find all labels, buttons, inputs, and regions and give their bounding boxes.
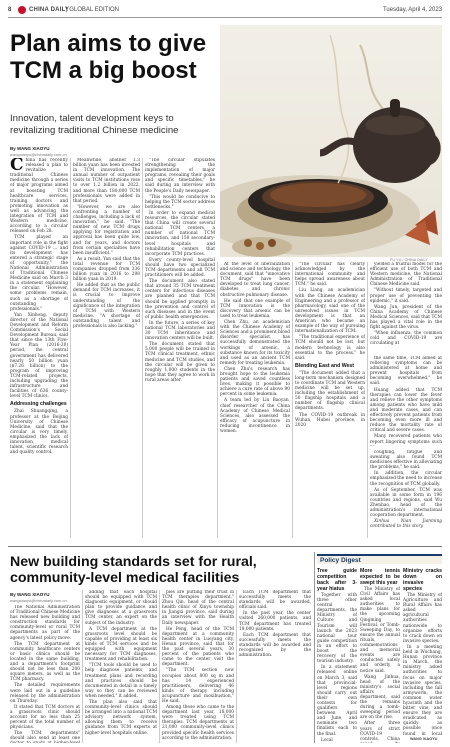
paragraph: Wang Jun, president of the China Academy of Chinese Medical Sciences, said that TCM has played a vital role in the fight against the virus. <box>370 304 442 331</box>
paragraph: TCM played an important role in the fight against COVID-19 ... and its development has entered a strategic stage of opportunity," the National Administration of Traditional Chinese Medicine said on March 3 in a statement explaining the circular. "However, some problems remain, such as a shortage of outstanding professionals." <box>10 235 68 312</box>
paragraph: yielded a fruitful model for the efficient use of both TCM and Western medicine, the National Administration of Traditional Chinese Medicine said. <box>370 262 442 288</box>
main-byline-email: wangxiaoyu@chinadaily.com.cn <box>10 152 67 157</box>
policy-item-2 <box>360 568 400 743</box>
second-byline-email: wangxiaoyu@chinadaily.com.cn <box>10 598 67 603</box>
paragraph: Local <box>321 737 333 743</box>
paragraph: "TCM tools should be used to help diagnose patients, and treatment plans and recording and practices should be documented in detail in a timely way so they can be reviewed when needed," it added. <box>85 663 157 699</box>
second-byline: By WANG XIAOYU <box>10 592 50 597</box>
paragraph: It stated that TCM doctors at a grassroots clinic should account for no less than 25 percent of the total number of physicians. <box>10 704 80 731</box>
story1-column-5 <box>295 262 365 538</box>
paragraph: In the future, a series of key national TCM laboratories and 30 TCM inheritance and innovation centers will be built. <box>145 320 215 342</box>
paragraph: Meanwhile, another 1.3 billion yuan has been invested in TCM innovation. The annual number of outpatient visits to TCM institutions rose to over 1.2 billion in 2022, and more than 180,000 TCM professionals were added in that period. <box>73 158 140 204</box>
paragraph: Each TCM department that successfully meets the standards will be awarded, officials said. <box>239 590 311 611</box>
page-number: 8 <box>8 7 12 13</box>
issue-date: Tuesday, April 4, 2023 <box>382 7 442 13</box>
paragraph: In the past year, the center visited 260,000 patients, and TCM department has treated 18,000 patients. <box>239 611 311 632</box>
column-divider <box>367 262 368 538</box>
paragraph: "The circular has clearly acknowledged by the international community and helps spread awareness about TCM," he said. <box>295 262 365 288</box>
paragraph: "This would be conducive to helping the TCM sector address bottlenecks." <box>145 194 215 210</box>
paragraph: The COVID-19 outbreak in Wuhan, Hubei province, in 2020 <box>295 412 365 428</box>
column-divider <box>159 590 160 743</box>
paragraph: In a statement released online on March 3, said that provincial-level regions should carry out their own contests for qualifiers between April and June, and nominate two finalists each to the final. <box>317 665 357 737</box>
paragraph: Chen Zhu, an academician with the Chinese Academy of Sciences and a prominent blood disorder specialist, has successfully demonstrated the workings of arsenic, a substance known for its toxicity and used as an ancient TCM remedy for treating leukemia. <box>220 320 290 366</box>
paragraph: After three years of strict COVID-19 controls, China <box>360 721 400 742</box>
contributor-note: Xinhua Nian Jianming contributed to this story. <box>370 519 442 530</box>
tcm-photo <box>220 25 442 257</box>
paragraph: He Peng, head of the TCM department at a community health center in Luoyang city, Henan province, said that for the past several years, 30 percent of the patients who came to the center visit the department. <box>162 626 234 668</box>
story1-column-8 <box>370 450 442 538</box>
paragraph: A team led by Liu Baoyan, chief researcher of the China Academy of Chinese Medical Sciences, also assessed the efficacy of acupuncture in reducing incontinence in women. <box>220 398 290 434</box>
policy-item-3 <box>403 568 442 735</box>
subhead-addressing-challenges: Addressing challenges <box>10 401 67 408</box>
paragraph: The plan also said that community-level clinics should be arranged into a national TCM advisory network system, allowing them to receive guidance from TCM experts at higher-level hospitals online. <box>85 699 157 736</box>
paragraph: Zhai Shuangqing, a professor at the Beijing University of Chinese Medicine, said that the circular is very timely, emphasized the lack of innovation, medical talent, scientific research and quality control. <box>10 409 68 456</box>
paragraph: Yan Xinhong, deputy director of the National Development and Reform Commission's Social Development Bureau, said that since the 13th Five-Year Plan (2016-20) period, the central government has delivered nearly 50 billion yuan ($7.26 billion) to the program of improving TCM-related projects, including upgrading the infrastructure and facilities of 636 county-level TCM clinics. <box>10 312 68 400</box>
paragraph: He said that one example of TCM innovation is the discovery that arsenic can be used to treat leukemia. <box>220 298 290 319</box>
section-rule <box>8 546 442 547</box>
paragraph: At the level of liberalization and science and technology, the document, said that "innovative TCM drugs" have been developed to treat lung cancer, diabetes and chronic obstructive pulmonary disease. <box>220 262 290 298</box>
paragraph: The document stated that 5,000 people will be trained in TCM clinical treatment, ethnic medicine and TCM studies, and the circular will be given to roughly 1,000 students in the hope that they agree to work in rural areas after. <box>145 342 215 383</box>
policy-item-1 <box>317 568 357 743</box>
paragraph: The Ministry of Civil Affairs has asked local authorities to make plans for the upcoming Qingming Festival, or Tomb-Sweeping Day, to ensure the annual rituals, commemorations and memorial events are conducted safely and orderly, a notice said. <box>360 587 400 674</box>
policy-item-headline: Tree guide competition back after 3-year hiatus <box>317 568 357 592</box>
paragraph: Chen Zhu's research has brought hope to the leukemia patients and saved countless lives, making it possible to achieve a cure rate of above 90 percent in some leukemia. <box>220 366 290 398</box>
paragraph: Liu Liang, an academician with the Chinese Academy of Engineering and a professor of pharmacology, said one of the unresolved issues in TCM development is that an American who became an example of the way of pursuing internationalization of TCM. <box>295 288 365 335</box>
paragraph: "The TCM section now occupies about 800 sq m and has 14 experienced practitioners, delivering 46 kinds of therapy including acupuncture and moxibustion," He said. <box>162 668 234 704</box>
column-divider <box>82 590 83 743</box>
column-divider <box>236 590 237 743</box>
photo-credit: FU YU / CHINA DAILY <box>390 258 428 262</box>
story2-column-4 <box>239 590 311 743</box>
column-divider <box>142 158 143 538</box>
column-divider <box>70 158 71 538</box>
paragraph: Each TCM department that successfully meets the standards will be awarded and recognized by the administration. <box>239 632 311 659</box>
policy-divider <box>314 552 315 743</box>
second-headline: New building standards set for rural, community-level medical facilities <box>10 554 257 587</box>
paragraph: The Ministry of Agriculture and Rural Affairs has asked agricultural authorities nationwide to organize efforts to crack down on invasive species. <box>403 593 442 644</box>
paragraph: The TCM departments" should also send at least one <box>10 731 80 742</box>
story1-column-4 <box>220 262 290 538</box>
paragraph: Many recovered patients who report lingering symptoms such <box>370 434 442 445</box>
story1-column-3 <box>145 158 215 538</box>
tcm-photo-illustration <box>220 25 442 257</box>
paragraph: The National Administration of Traditional Chinese Medicine has released new building and construction standards for community-level or rural TCM departments as part of the agency's latest policy move. <box>10 605 80 641</box>
paragraph: The TCM department at community healthcare centers or basic clinics should be located in the same building, and a department's footprint should not be less than 200 square meters, as well as the TCM pharmacy. <box>10 641 80 683</box>
china-daily-logo-icon <box>18 6 26 14</box>
paragraph: "However, we are also confronting a number of challenges, including a lack of innovation," he said. "The number of new TCM drugs applying for registration and approval has been quite low, and for years, and doctors from certain specialties have been insufficient." <box>73 204 140 256</box>
policy-digest-header <box>317 554 442 564</box>
story2-column-2 <box>85 590 157 743</box>
policy-digest-title: Policy Digest <box>320 557 361 564</box>
paragraph: Among those who came to the department last year, 18,000 were treated using TCM therapies. TCM departments at 21,000 community-level clinics provided specific health services according to the administration. <box>162 705 234 741</box>
story1-column-2 <box>73 158 140 538</box>
masthead-rule <box>8 17 442 18</box>
paragraph: pies are putting their trust in TCM therapies department," Zhou Qin, head of the central health clinic of Xinyu township in Jiangxi province, said during an interview with the Health Daily newspaper. <box>162 590 234 626</box>
paragraph: "The traditional experience of TCM should not be lost, but modern technology is also essential to the process," he said. <box>295 335 365 361</box>
section-name: | GLOBAL EDITION <box>66 7 120 13</box>
paragraph: "The circular stipulates strengthening the implementation of major programs, revealing their goals and specific timetables," he said during an interview with the People's Daily newspaper. <box>145 158 215 194</box>
paragraph: In a meeting held in Wuchang, Hunan province in March, the ministry asked authorities to focus on major invasive species, including the fall armyworm, the common water hyacinth and the bitter vine, and ensure they are eradicated as quickly as possible once found in local <box>403 644 442 735</box>
story1-column-6 <box>370 262 442 352</box>
main-headline: Plan aims to give TCM a big boost <box>10 30 207 84</box>
paragraph: A TCM department at the grassroots level should be capable of providing at least six kinds of TCM services and be equipped with equipment necessary for TCM diagnoses, treatment and rehabilitation. <box>85 626 157 663</box>
paragraph: As of September, TCM was available in some form in 196 countries and regions, said Wu Zhenhao, head of the administration's international cooperation department. <box>370 487 442 519</box>
story1-lead-paragraph: hina has recently released a plan to revitalize traditional Chinese medicine through a series of major programs aimed at boosting TCM healthcare services, training doctors and promoting innovation as well as advancing the integration of TCM and Western medicine, according to a circular released on Feb 28. <box>10 158 68 235</box>
paragraph: The detailed requirements were laid out in a guideline released by the administration on Thursday. <box>10 683 80 704</box>
story1-column-7 <box>370 356 442 446</box>
paragraph: adding that each hospital should be equipped with TCM diagnostic equipment, or should plan to provide guidance and give diagnoses at a grassroots TCM center, an expert on the subject of the industry. <box>85 590 157 626</box>
paragraph: In order to expand medical resources, the circular stated that China will create several national TCM centers, a number of national TCM innovation, and 150 secondary-level hospitals and rehabilitation centers that incorporate TCM practices. <box>145 210 215 257</box>
main-deck: Innovation, talent development keys to revitalizing traditional Chinese medicine <box>10 113 179 136</box>
paragraph: Wang Jinhua, head of the ministry's social affairs department, said the remains during a tomb-sweeping period are on the rise. <box>360 674 400 721</box>
paragraph: Together with three other central departments, the Ministry of Culture and Tourism will launch the 2023 national tour guide competition in an effort to boost the recovery of the tourism industry. <box>317 593 357 665</box>
story1-column-1 <box>10 158 68 538</box>
paragraph: "Without timely, targeted and proper use of preventing the epidemic," it said. <box>370 288 442 304</box>
paragraph: Huang added that TCM therapies can lower the fever and relieve the other symptoms among patients who have mild and moderate cases, and can effectively prevent patients from becoming even more ill and reduce the mortality rate of critical and severe cases. <box>370 387 442 434</box>
paragraph: He added that as the public demand for TCM increases, it is crucial to improve understanding of the significance of the integration of TCM with Western medicine. "A shortage of outstanding talent and professionals is also lacking." <box>73 283 140 329</box>
story2-column-1 <box>10 605 80 743</box>
subhead-blending-east-west: Blending East and West <box>295 362 354 369</box>
paragraph: The document also stated that around 35 TCM treatment centers for infectious diseases are planned and that TCM should be applied promptly in the prevention and control of such diseases and in the event of public health emergencies. <box>145 279 215 320</box>
column-divider <box>217 262 218 538</box>
main-byline: By WANG XIAOYU <box>10 146 50 151</box>
paragraph: "When influenza, the common cold and COVID-19 are circulating at <box>370 331 442 347</box>
paper-name: CHINA DAILY <box>29 7 70 13</box>
paragraph: As a result, Yan said that the total revenue for TCM companies dropped from 336 billion yuan in 2016 to 298 billion yuan in 2019. <box>73 256 140 283</box>
policy-item-headline: More tennis expected to be swept this year <box>360 568 400 586</box>
story2-column-3 <box>162 590 234 743</box>
paragraph: Every county-level hospital should have two specialized TCM departments and all TCM practitioners will be added. <box>145 257 215 279</box>
drop-cap: C <box>10 158 24 175</box>
paragraph: coughing, fatigue and sweating also found TCM medicines effective in alleviating the problems," he said. <box>370 450 442 471</box>
column-divider <box>292 262 293 538</box>
policy-item-headline: Ministry cracks down on invasive species <box>403 568 442 592</box>
paragraph: the same time, TCM aimed at relieving symptoms can be administered at home and prevent hospitals from becoming overwhelmed," he said. <box>370 356 442 387</box>
policy-signature: WANG XIAOYU <box>410 737 438 741</box>
paragraph: In addition, the circular emphasized the need to increase the recognition of TCM globally. <box>370 471 442 487</box>
paragraph: "The document added that a long-term mechanism designed to coordinate TCM and Western medicine will be set up, including the establishment of 50 flagship hospitals and a number of flagship clinical departments. <box>295 370 365 412</box>
